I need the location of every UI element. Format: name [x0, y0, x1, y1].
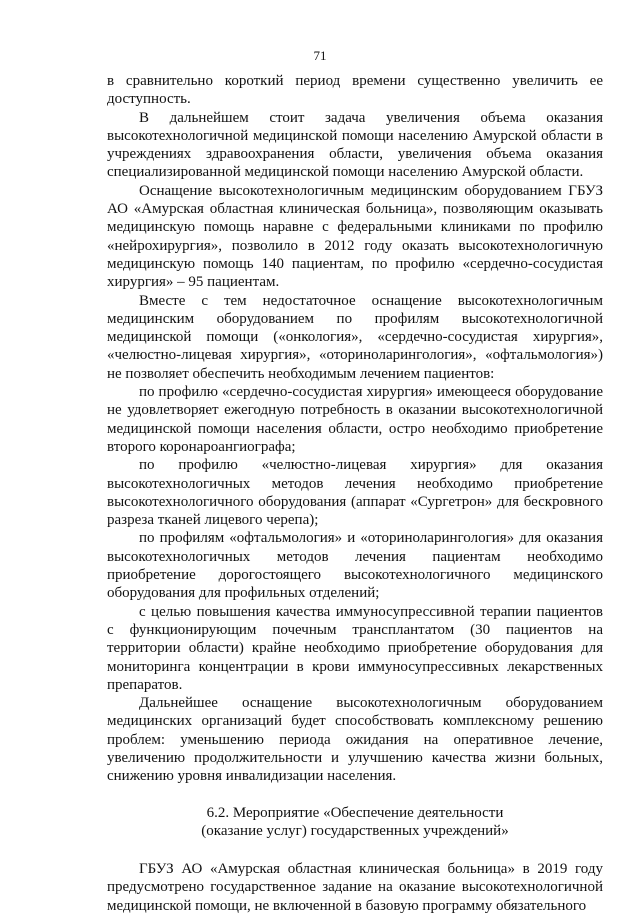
paragraph-conclusion: Дальнейшее оснащение высокотехнологичным оборудованием медицинских организаций будет способствовать комплексному решению проблем: уменьшению периода ожидания на оперативное лечение, увеличению продолжительности и улучшению качества жизни больных, снижению уровня инвалидизации населения. — [107, 695, 603, 785]
section-heading-line-1: 6.2. Мероприятие «Обеспечение деятельности — [206, 804, 504, 821]
list-item-cardiovascular: по профилю «сердечно-сосудистая хирургия» имеющееся оборудование не удовлетворяет ежегодную потребность в оказании высокотехнологичной медицинской помощи населения области, остро необходимо приобретение второго коронароангиографа; — [107, 384, 603, 455]
section-heading — [107, 804, 603, 841]
paragraph-equipment: Оснащение высокотехнологичным медицинским оборудованием ГБУЗ АО «Амурская областная клиническая больница», позволяющим оказывать медицинскую помощь наравне с федеральными клиниками по профилю «нейрохирургия», позволило в 2012 году оказать высокотехнологичную медицинскую помощь 140 пациентам, по профилю «сердечно-сосудистая хирургия» – 95 пациентам. — [107, 182, 603, 291]
paragraph-insufficient-equipment: Вместе с тем недостаточное оснащение высокотехнологичным медицинским оборудованием по профилям высокотехнологичной медицинской помощи («онкология», «сердечно-сосудистая хирургия», «челюстно-лицевая хирургия», «оториноларингология», «офтальмология») не позволяет обеспечить необходимым лечением пациентов: — [107, 292, 603, 382]
page-number: 71 — [313, 48, 327, 63]
document-body — [107, 72, 603, 915]
section-heading-line-2: (оказание услуг) государственных учреждений» — [201, 822, 509, 839]
list-item-maxillofacial: по профилю «челюстно-лицевая хирургия» для оказания высокотехнологичных методов лечения необходимо приобретение высокотехнологичного оборудования (аппарат «Сургетрон» для бескровного разреза тканей лицевого черепа); — [107, 457, 603, 529]
paragraph-state-assignment: ГБУЗ АО «Амурская областная клиническая больница» в 2019 году предусмотрено государственное задание на оказание высокотехнологичной медицинской помощи, не включенной в базовую программу обязательного — [107, 861, 603, 914]
list-item-ophthalmology-ent: по профилям «офтальмология» и «оториноларингология» для оказания высокотехнологичных методов лечения пациентам необходимо приобретение дорогостоящего высокотехнологичного медицинского оборудования для профильных отделений; — [107, 530, 603, 602]
paragraph-continuation: в сравнительно короткий период времени существенно увеличить ее доступность. — [107, 73, 603, 108]
list-item-immunosuppressive: с целью повышения качества иммуносупрессивной терапии пациентов с функционирующим почечным трансплантатом (30 пациентов на территории области) крайне необходимо приобретение оборудования для мониторинга концентрации в крови иммуносупрессивных лекарственных препаратов. — [107, 603, 603, 693]
paragraph-task: В дальнейшем стоит задача увеличения объема оказания высокотехнологичной медицинской помощи населению Амурской области в учреждениях здравоохранения области, увеличения объема оказания специализированной медицинской помощи населению Амурской области. — [107, 109, 603, 181]
